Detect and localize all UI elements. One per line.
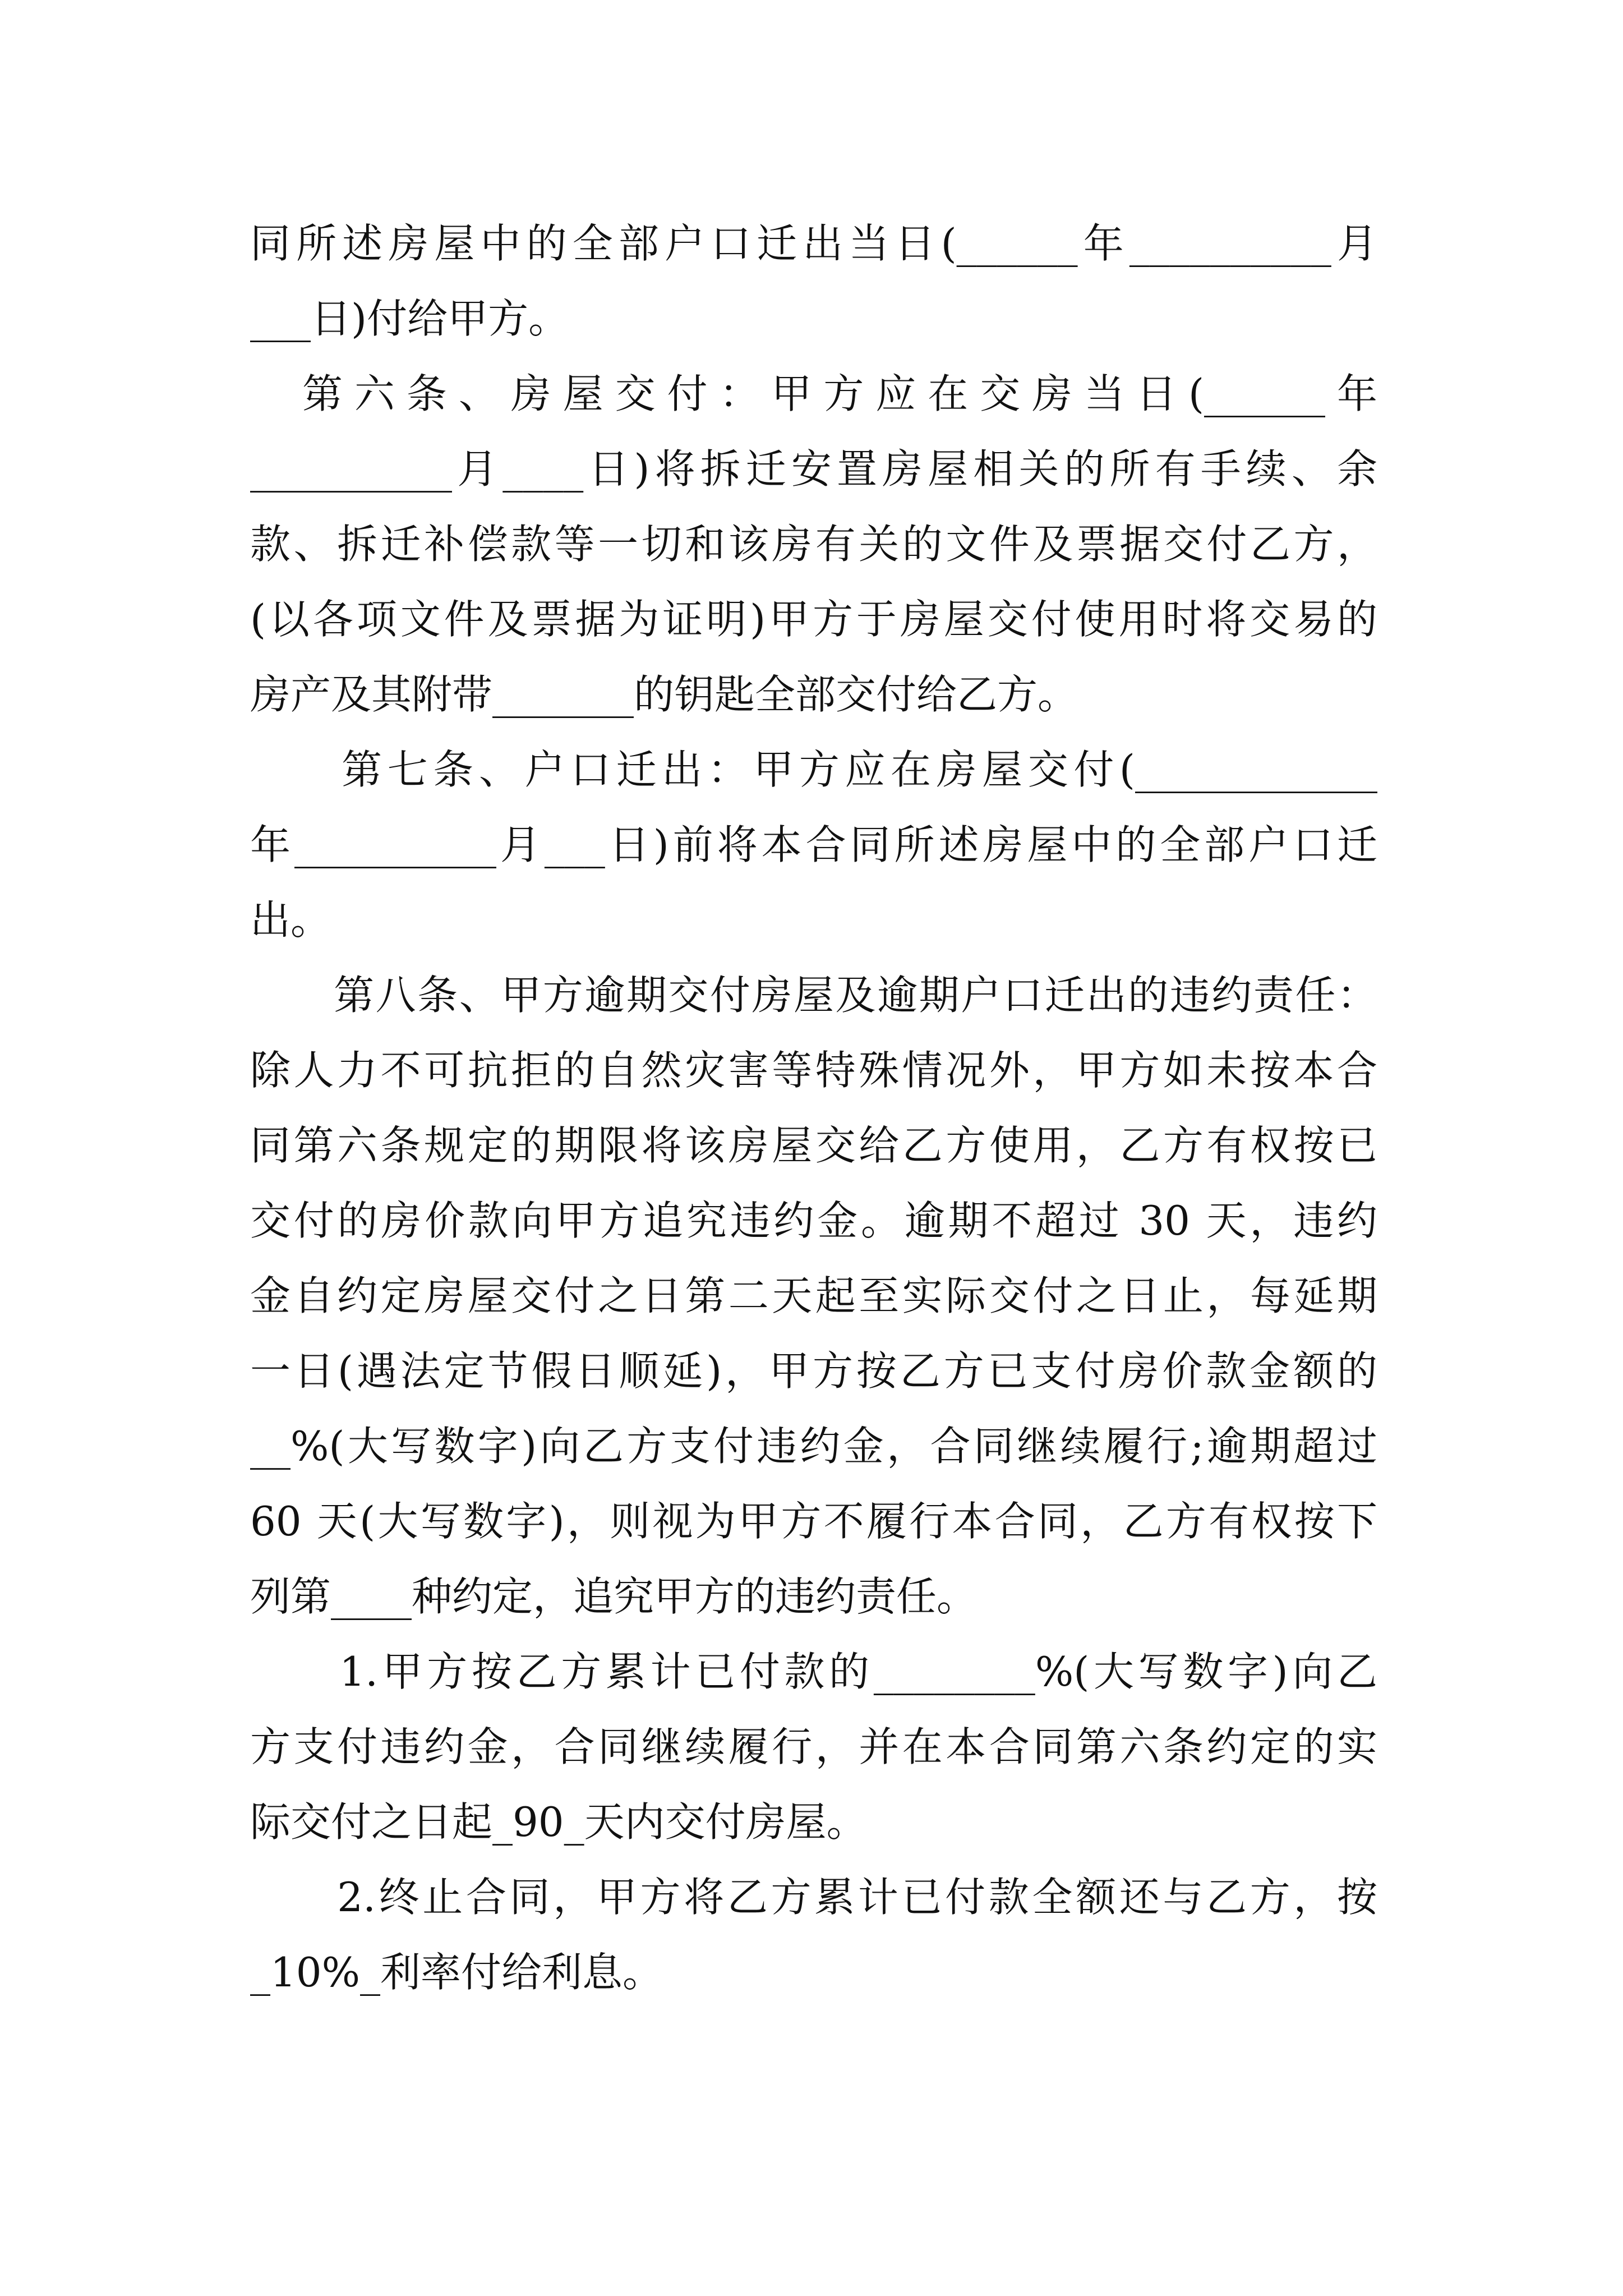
item-1-line-3: 际交付之日起_90_天内交付房屋。 (250, 1798, 867, 1846)
article-8-line-8: 60 天(大写数字)，则视为甲方不履行本合同，乙方有权按下 (250, 1498, 1377, 1545)
item-2-line-1: 2.终止合同，甲方将乙方累计已付款全额还与乙方，按 (250, 1874, 1377, 1921)
item-1-line-2: 方支付违约金，合同继续履行，并在本合同第六条约定的实 (250, 1723, 1377, 1770)
article-7-line-2: 年__________月___日)前将本合同所述房屋中的全部户口迁 (250, 821, 1377, 868)
article-7-line-1: 第七条、户口迁出：甲方应在房屋交付(____________ (250, 746, 1377, 793)
item-2-line-2: _10%_利率付给利息。 (250, 1949, 663, 1996)
article-6-line-5: 房产及其附带_______的钥匙全部交付给乙方。 (250, 671, 1078, 718)
article-6-line-4: (以各项文件及票据为证明)甲方于房屋交付使用时将交易的 (250, 596, 1377, 643)
paragraph-5-line-2: ___日)付给甲方。 (250, 295, 569, 342)
article-6-line-1: 第六条、房屋交付：甲方应在交房当日(______年 (250, 370, 1377, 417)
article-8-line-7: __%(大写数字)向乙方支付违约金，合同继续履行;逾期超过 (250, 1423, 1377, 1470)
article-6-line-2: __________月____日)将拆迁安置房屋相关的所有手续、余 (250, 445, 1377, 493)
article-8-line-4: 交付的房价款向甲方追究违约金。逾期不超过 30 天，违约 (250, 1197, 1377, 1244)
paragraph-5-line-1: 同所述房屋中的全部户口迁出当日(______年__________月 (250, 220, 1377, 267)
article-8-line-6: 一日(遇法定节假日顺延)，甲方按乙方已支付房价款金额的 (250, 1347, 1377, 1395)
article-8-line-1: 第八条、甲方逾期交付房屋及逾期户口迁出的违约责任： (250, 972, 1377, 1019)
article-8-line-5: 金自约定房屋交付之日第二天起至实际交付之日止，每延期 (250, 1272, 1377, 1319)
article-8-line-9: 列第____种约定，追究甲方的违约责任。 (250, 1573, 978, 1620)
article-8-line-3: 同第六条规定的期限将该房屋交给乙方使用，乙方有权按已 (250, 1122, 1377, 1169)
article-8-line-2: 除人力不可抗拒的自然灾害等特殊情况外，甲方如未按本合 (250, 1047, 1377, 1094)
item-1-line-1: 1.甲方按乙方累计已付款的________%(大写数字)向乙 (250, 1648, 1377, 1695)
article-6-line-3: 款、拆迁补偿款等一切和该房有关的文件及票据交付乙方， (250, 521, 1377, 568)
article-7-line-3: 出。 (250, 896, 331, 944)
